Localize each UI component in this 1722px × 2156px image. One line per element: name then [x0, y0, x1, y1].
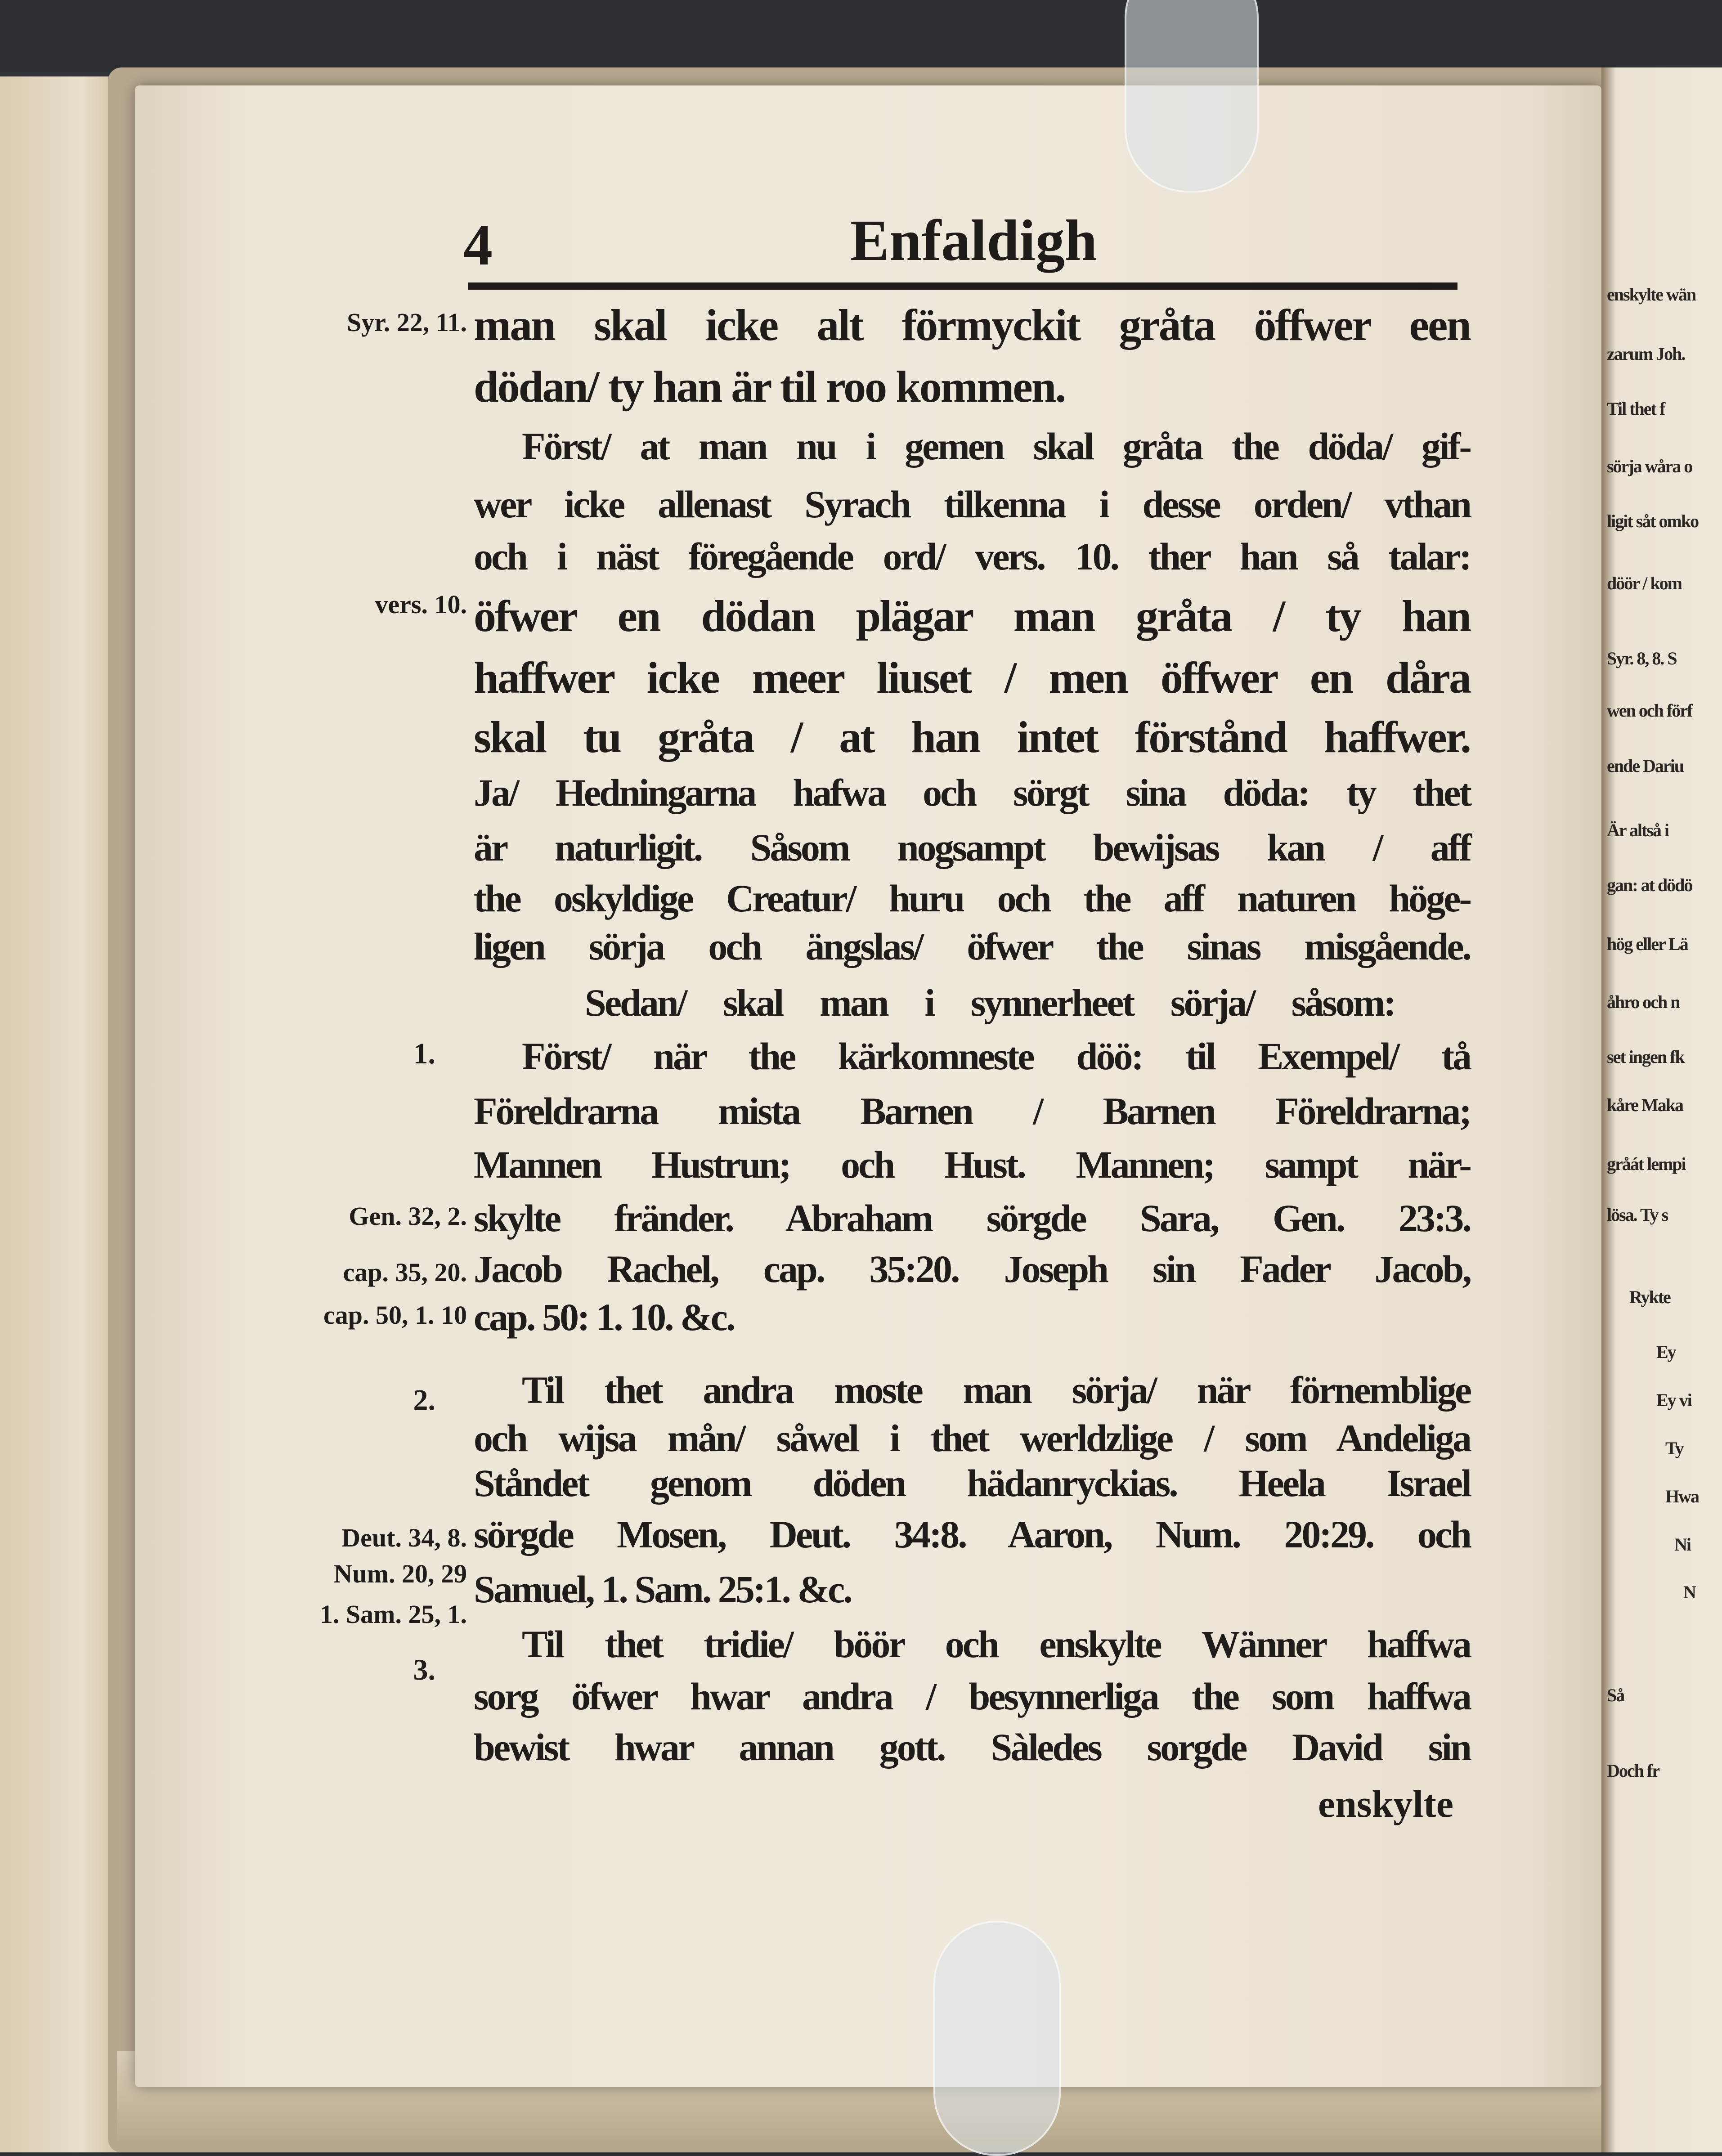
facing-page-text: ligit såt omko — [1607, 511, 1699, 532]
text-line: ligen sörja och ängslas/ öfwer the sinas misgående. — [474, 925, 1470, 968]
facing-page-text: Ty — [1665, 1438, 1683, 1458]
facing-page-text: set ingen fk — [1607, 1046, 1684, 1067]
text-line: bewist hwar annan gott. Sàledes sorgde David sin — [474, 1726, 1470, 1769]
text-line: Först/ när the kärkomneste döö: til Exempel/ tå — [522, 1035, 1470, 1078]
margin-note: Deut. 34, 8. — [341, 1523, 467, 1552]
facing-page-text: enskylte wän — [1607, 284, 1696, 305]
text-line: Sedan/ skal man i synnerheet sörja/ såsom: — [585, 981, 1395, 1025]
facing-page-text: lösa. Ty s — [1607, 1204, 1668, 1225]
text-line: the oskyldige Creatur/ huru och the aff naturen höge- — [474, 877, 1470, 920]
text-line: Ja/ Hedningarna hafwa och sörgt sina döda: ty thet — [474, 771, 1470, 815]
text-line: sörgde Mosen, Deut. 34:8. Aaron, Num. 20:29. och — [474, 1513, 1470, 1556]
catchword: enskylte — [1318, 1782, 1453, 1825]
facing-page-text: Så — [1607, 1685, 1624, 1706]
facing-page-text: kåre Maka — [1607, 1094, 1683, 1115]
margin-note: cap. 35, 20. — [343, 1258, 467, 1287]
header-rule — [468, 282, 1457, 290]
text-line: man skal icke alt förmyckit gråta öffwer een — [474, 300, 1470, 350]
margin-note: vers. 10. — [375, 590, 467, 619]
text-line: Til thet andra moste man sörja/ när förnemblige — [522, 1368, 1470, 1412]
margin-note: 2. — [413, 1384, 435, 1416]
text-line: Föreldrarna mista Barnen / Barnen Föreldrarna; — [474, 1089, 1470, 1133]
page-clip-bottom — [933, 1921, 1061, 2156]
text-line: Samuel, 1. Sam. 25:1. &c. — [474, 1568, 851, 1611]
facing-page-text: Doch fr — [1607, 1761, 1659, 1781]
text-line: skylte fränder. Abraham sörgde Sara, Gen. 23:3. — [474, 1197, 1470, 1240]
facing-page-text: ende Dariu — [1607, 755, 1683, 776]
text-line: cap. 50: 1. 10. &c. — [474, 1295, 734, 1339]
text-line: haffwer icke meer liuset / men öffwer en dåra — [474, 653, 1470, 703]
text-line: Först/ at man nu i gemen skal gråta the döda/ gif- — [522, 425, 1470, 468]
text-line: skal tu gråta / at han intet förstånd haffwer. — [474, 712, 1470, 762]
facing-page-text: sörja wåra o — [1607, 456, 1692, 477]
text-line: Til thet tridie/ böör och enskylte Wänner haffwa — [522, 1623, 1470, 1666]
margin-note: 1. — [413, 1037, 435, 1070]
margin-note: Gen. 32, 2. — [349, 1201, 467, 1231]
text-line: öfwer en dödan plägar man gråta / ty han — [474, 591, 1470, 641]
text-line: och wijsa mån/ såwel i thet werldzlige / som Andeliga — [474, 1416, 1470, 1460]
text-line: wer icke allenast Syrach tilkenna i desse orden/ vthan — [474, 483, 1470, 526]
scanner-background — [0, 0, 1722, 72]
text-line: Ståndet genom döden hädanryckias. Heela Israel — [474, 1461, 1470, 1505]
margin-note: 1. Sam. 25, 1. — [319, 1600, 467, 1629]
text-line: dödan/ ty han är til roo kommen. — [474, 362, 1065, 412]
facing-page-text: åhro och n — [1607, 991, 1680, 1012]
facing-page-text: Rykte — [1629, 1287, 1670, 1308]
facing-page-text: döör / kom — [1607, 573, 1682, 593]
facing-page-text: Är altså i — [1607, 820, 1669, 841]
text-line: och i näst föregående ord/ vers. 10. ther han så talar: — [474, 535, 1470, 578]
margin-note: cap. 50, 1. 10 — [323, 1300, 467, 1330]
facing-page-text: Ni — [1674, 1534, 1691, 1555]
margin-note: Syr. 22, 11. — [347, 308, 467, 337]
page-number: 4 — [463, 213, 493, 278]
facing-page-text: Syr. 8, 8. S — [1607, 648, 1677, 669]
text-line: Jacob Rachel, cap. 35:20. Joseph sin Fader Jacob, — [474, 1247, 1470, 1291]
text-line: Mannen Hustrun; och Hust. Mannen; sampt när- — [474, 1143, 1470, 1187]
margin-note: 3. — [413, 1654, 435, 1686]
facing-page-text: Til thet f — [1607, 398, 1665, 419]
facing-page-text: Hwa — [1665, 1486, 1699, 1506]
facing-page-text: zarum Joh. — [1607, 343, 1685, 364]
facing-page-text: hög eller Lä — [1607, 934, 1688, 955]
text-line: är naturligit. Såsom nogsampt bewijsas kan / aff — [474, 826, 1470, 870]
text-line: sorg öfwer hwar andra / besynnerliga the som haffwa — [474, 1675, 1470, 1718]
facing-page-text: gråát lempi — [1607, 1153, 1686, 1174]
running-title: Enfaldigh — [850, 208, 1098, 273]
page-clip-top — [1125, 0, 1259, 193]
margin-note: Num. 20, 29 — [333, 1559, 467, 1588]
facing-page-text: N — [1683, 1582, 1695, 1603]
facing-page-text: Ey — [1656, 1342, 1676, 1363]
facing-page-text: Ey vi — [1656, 1390, 1691, 1411]
facing-page-text: wen och förf — [1607, 700, 1692, 721]
facing-page-text: gan: at dödö — [1607, 875, 1692, 896]
